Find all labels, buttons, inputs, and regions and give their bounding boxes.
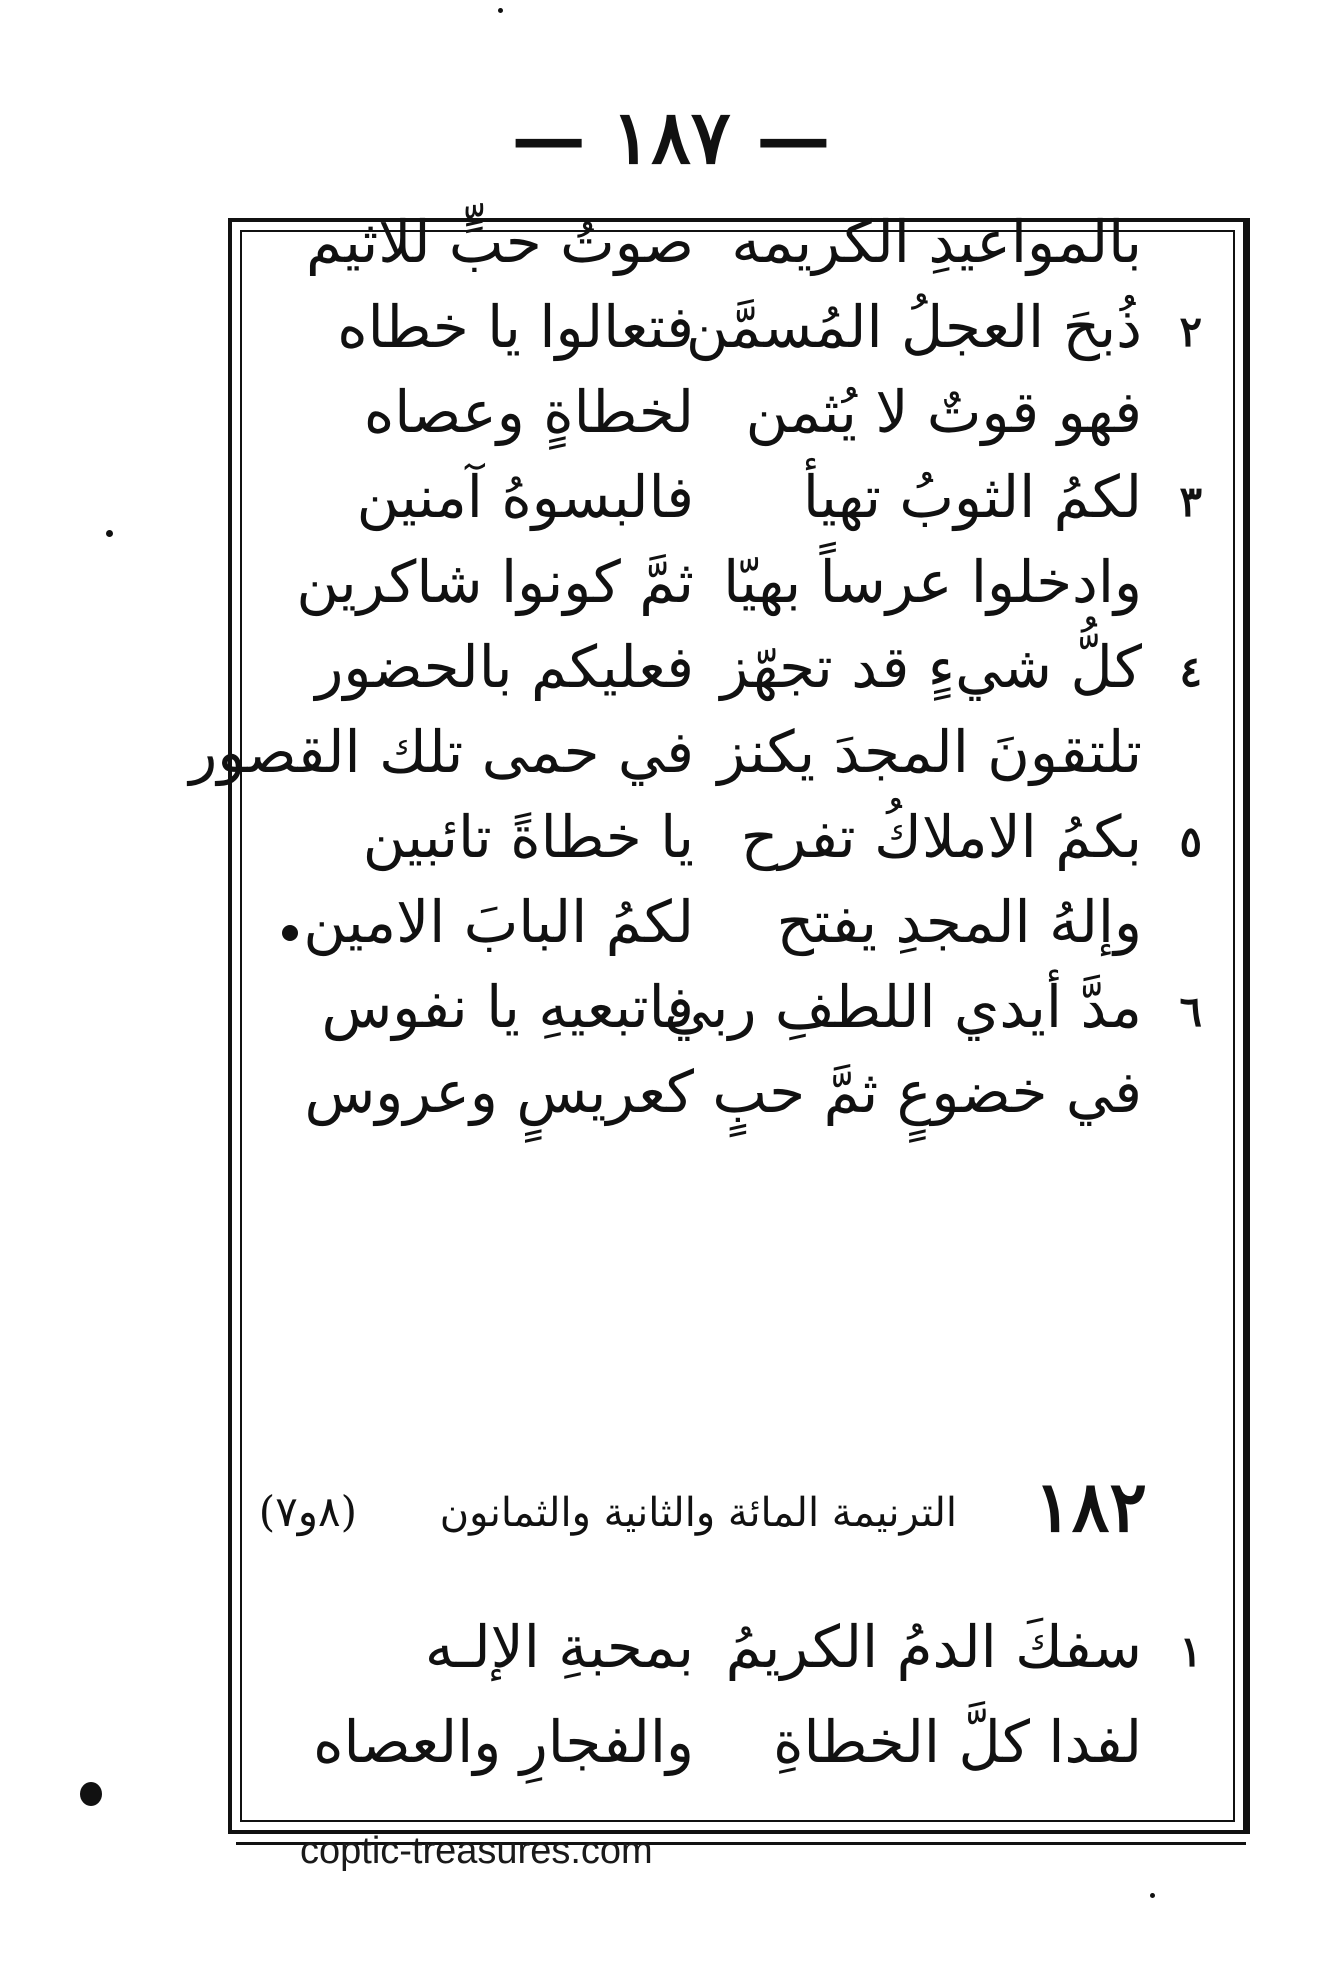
verse-first-half: وإلهُ المجدِ يفتح — [776, 888, 1142, 956]
verse-second-half: كعريسٍ وعروس — [304, 1058, 694, 1126]
verse-number: ٥ — [1179, 817, 1202, 866]
verse-first-half: بالمواعيدِ الكريمه — [731, 208, 1142, 276]
page-number: — ١٨٧ — — [511, 95, 831, 181]
hymn-meter-code: (٨و٧) — [258, 1487, 357, 1536]
verse-first-half: لفدا كلَّ الخطاةِ — [773, 1708, 1142, 1776]
scan-speck — [106, 530, 113, 537]
stanza-end-mark — [282, 925, 298, 941]
verse-first-half: تلتقونَ المجدَ يكنز — [717, 718, 1142, 786]
verse-second-half: فالبسوهُ آمنين — [356, 463, 694, 531]
verse-number: ٣ — [1179, 477, 1202, 526]
verse-first-half: لكمُ الثوبُ تهيأ — [802, 463, 1142, 531]
verse-second-half: لكمُ البابَ الامين — [303, 888, 694, 956]
scan-speck — [498, 8, 503, 13]
verse-second-half: فتعالوا يا خطاه — [337, 293, 694, 361]
verse-line — [0, 1700, 1342, 1800]
verse-second-half: والفجارِ والعصاه — [313, 1708, 694, 1776]
verse-second-half: فاتبعيهِ يا نفوس — [321, 973, 694, 1041]
hymn-header — [0, 1465, 1342, 1575]
verse-second-half: فعليكم بالحضور — [315, 633, 694, 701]
verse-second-half: يا خطاةً تائبين — [362, 803, 694, 871]
verse-first-half: بكمُ الاملاكُ تفرح — [740, 803, 1142, 871]
verse-number: ٢ — [1179, 307, 1202, 356]
verse-number: ٤ — [1179, 647, 1202, 696]
hymn-number: ١٨٢ — [1034, 1465, 1147, 1548]
verse-second-half: صوتُ حبٍّ للاثيم — [305, 208, 694, 276]
verse-first-half: سفكَ الدمُ الكريمُ — [725, 1613, 1142, 1681]
verse-first-half: وادخلوا عرساً بهيّا — [723, 548, 1142, 616]
verse-number: ١ — [1179, 1627, 1202, 1676]
hymn-title: الترنيمة المائة والثانية والثمانون — [439, 1490, 957, 1536]
verse-first-half: فهو قوتٌ لا يُثمن — [745, 378, 1142, 446]
scan-speck — [80, 1782, 102, 1806]
verse-second-half: في حمى تلك القصور — [189, 718, 694, 786]
verse-first-half: كلُّ شيءٍ قد تجهّز — [720, 633, 1142, 701]
verse-line — [0, 1605, 1342, 1705]
verse-first-half: مدَّ أيدي اللطفِ ربي — [663, 973, 1142, 1041]
verse-second-half: بمحبةِ الإلـه — [424, 1613, 694, 1681]
scan-speck — [1150, 1893, 1155, 1898]
verse-number: ٦ — [1179, 987, 1202, 1036]
verse-second-half: لخطاةٍ وعصاه — [363, 378, 694, 446]
verse-second-half: ثمَّ كونوا شاكرين — [296, 548, 694, 616]
verse-first-half: في خضوعٍ ثمَّ حبٍ — [712, 1058, 1142, 1126]
verse-line — [0, 1135, 1342, 1235]
watermark-text: coptic-treasures.com — [300, 1830, 653, 1872]
verse-first-half: ذُبحَ العجلُ المُسمَّن — [685, 293, 1142, 361]
